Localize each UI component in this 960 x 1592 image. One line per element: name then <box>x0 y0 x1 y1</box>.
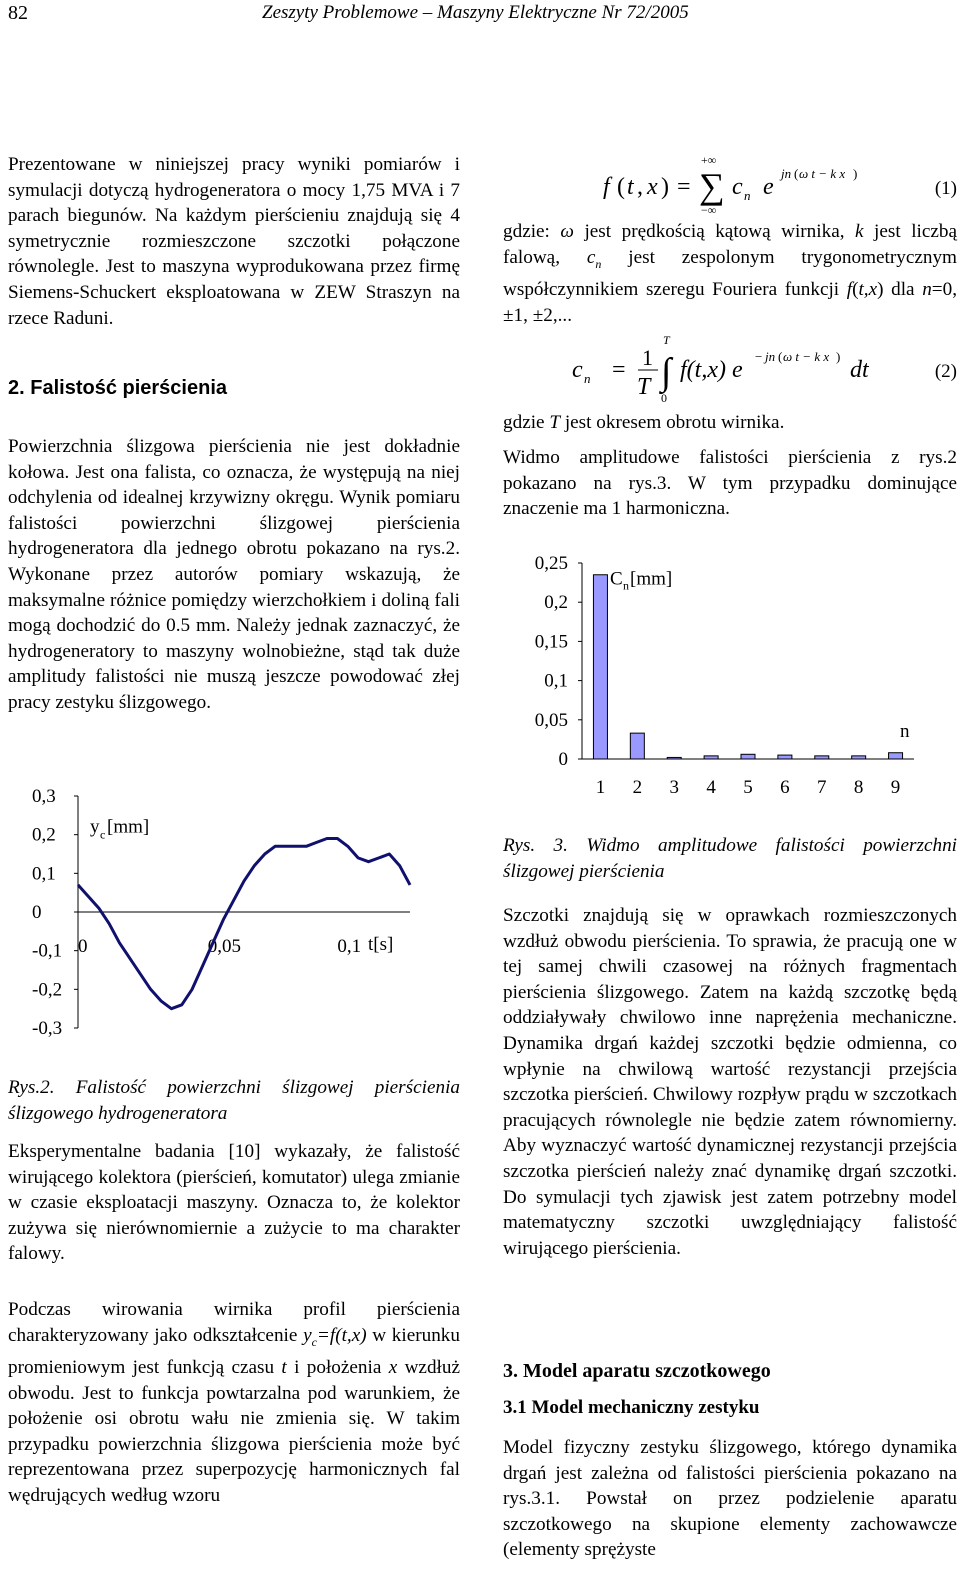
x-tick-label: 7 <box>817 777 827 798</box>
y-axis-label-sub: c <box>100 827 106 842</box>
y-tick-label: 0,15 <box>534 631 568 653</box>
x-tick-label: 5 <box>743 777 753 798</box>
page-number: 82 <box>8 2 28 24</box>
y-tick-label: -0,2 <box>32 979 63 1001</box>
svg-text:(: ( <box>794 166 799 181</box>
y-axis-label-sub: n <box>623 578 629 593</box>
y-tick-label: 0,25 <box>534 553 568 574</box>
y-axis-label-unit: [mm] <box>107 816 150 838</box>
where-paragraph-1: gdzie: ω jest prędkością kątową wirnika, k jest liczbą falową, $c_n$ jest zespolonym trygonometrycznym współczynnikiem szeregu Fouriera funkcji f(t,x) dla n=0, ±1, ±2,... <box>503 221 958 326</box>
where-paragraph-2: gdzie T jest okresem obrotu wirnika. <box>503 412 785 433</box>
y-axis-label-unit: [mm] <box>630 568 673 590</box>
x-tick-label: 3 <box>669 777 679 798</box>
bar-harmonic-2 <box>630 733 644 759</box>
section-2-paragraph: Powierzchnia ślizgowa pierścienia nie jest dokładnie kołowa. Jest ona falista, co oznacza, że występują na niej odchylenia od idealnej krzywizny okręgu. Wynik pomiaru falistości powierzchni ślizgowej pierścienia hydrogeneratora dla jednego obrotu pokazano na rys.2. Wykonane przez autorów pomiary wskazują, że maksymalne różnice pomiędzy wierzchołkiem i doliną fali mogą dochodzić do 0.5 mm. Należy jednak zaznaczyć, że hydrogeneratory to maszyny wolnobieżne, stąd tak duże amplitudy falistości nie muszą jeszcze powodować złej pracy zestyku ślizgowego. <box>8 436 460 713</box>
figure-3-caption: Rys. 3. Widmo amplitudowe falistości powierzchni ślizgowej pierścienia <box>503 835 957 882</box>
equation-1 <box>595 150 957 220</box>
svg-text:ω t − k x: ω t − k x <box>783 349 830 364</box>
svg-text:(: ( <box>778 349 783 364</box>
equation-1-number: (1) <box>934 178 957 199</box>
svg-text:t: t <box>627 174 634 200</box>
svg-text:(: ( <box>617 174 625 200</box>
svg-text:=: = <box>677 174 691 200</box>
x-tick-label: 6 <box>780 777 790 798</box>
svg-text:−: − <box>755 349 763 364</box>
waviness-series-line <box>78 839 410 1009</box>
y-tick-label: 0 <box>32 902 42 923</box>
y-tick-label: 0,05 <box>534 709 568 731</box>
y-axis-label: C <box>610 568 623 590</box>
y-tick-label: -0,3 <box>32 1018 63 1039</box>
bar-harmonic-5 <box>741 754 755 759</box>
x-tick-label: 0,1 <box>337 936 362 957</box>
x-tick-label: 2 <box>632 777 643 798</box>
bar-harmonic-9 <box>889 753 903 759</box>
x-axis-label: t[s] <box>368 934 394 955</box>
journal-title: Zeszyty Problemowe – Maszyny Elektryczne Nr 72/2005 <box>262 2 689 23</box>
x-tick-label: 8 <box>853 777 864 798</box>
svg-text:): ) <box>853 166 858 181</box>
y-tick-label: 0,1 <box>32 863 56 885</box>
svg-text:T: T <box>637 374 651 400</box>
paragraph-3: Eksperymentalne badania [10] wykazały, że falistość wirującego kolektora (pierścień, komutator) ulega zmianie w czasie eksploatacji maszyny. Oznacza to, że kolektor zużywa się nierównomiernie a zużycie to ma charakter falowy. <box>8 1141 460 1265</box>
svg-text:−∞: −∞ <box>701 203 717 217</box>
y-axis-label: y <box>90 816 100 838</box>
equation-2-number: (2) <box>934 361 957 382</box>
equation-2 <box>560 332 957 412</box>
svg-text:T: T <box>663 333 670 347</box>
bar-harmonic-7 <box>815 756 829 759</box>
figure-2-waviness-chart <box>0 780 470 1060</box>
bar-harmonic-1 <box>593 575 607 759</box>
model-paragraph: Model fizyczny zestyku ślizgowego, którego dynamika drgań jest zależna od falistości pierścienia pokazano na rys.3.1. Powstał on przez podzielenie aparatu szczotkowego na skupione elementy zachowawcze (elementy sprężyste <box>503 1437 957 1561</box>
y-tick-label: 0 <box>558 749 568 770</box>
svg-text:n: n <box>584 371 591 386</box>
x-tick-label: 4 <box>706 777 716 798</box>
svg-text:0: 0 <box>661 391 667 405</box>
paragraph-4: Podczas wirowania wirnika profil pierścienia charakteryzowany jako odkształcenie $y_c=f(t,x)$ w kierunku promieniowym jest funkcją czasu t i położenia x wzdłuż obwodu. Jest to funkcja powtarzalna pod warunkiem, że położenie osi obrotu wału nie zmienia się. W takim przypadku powierzchnia ślizgowa pierścienia może być reprezentowana przez superpozycję harmonicznych fal wędrujących według wzoru <box>8 1299 460 1506</box>
section-2-title: 2. Falistość pierścienia <box>8 377 227 399</box>
svg-text:c: c <box>572 357 583 383</box>
x-tick-label: 0,05 <box>207 936 241 957</box>
svg-text:ω t − k x: ω t − k x <box>799 166 846 181</box>
svg-text:n: n <box>744 188 751 203</box>
figure-2-caption: Rys.2. Falistość powierzchni ślizgowej pierścienia ślizgowego hydrogeneratora <box>8 1077 460 1124</box>
intro-paragraph: Prezentowane w niniejszej pracy wyniki pomiarów i symulacji dotyczą hydrogeneratora o mocy 1,75 MVA i 7 parach biegunów. Na każdym pierścieniu znajdują się 4 symetrycznie rozmieszczone szczotki połączone równolegle. Jest to maszyna wyprodukowana przez firmę Siemens-Schuckert eksploatowana w ZEW Straszyn na rzece Raduni. <box>8 154 460 329</box>
x-tick-label: 9 <box>890 777 901 798</box>
brush-paragraph: Szczotki znajdują się w oprawkach rozmieszczonych wzdłuż obwodu pierścienia. To sprawia, że pracują one w tej samej chwili czasowej na różnych fragmentach pierścienia ślizgowego. Zatem na każdą szczotkę będą oddziaływały chwilowo inne naprężenia mechaniczne. Dynamika drgań każdej szczotki będzie odmienna, co wpłynie na chwilową wartość rezystancji przejścia szczotka pierścień. Chwilowy rozpływ prądu w szczotkach pracujących równolegle nie będzie zatem równomierny. Aby wyznaczyć wartość dynamicznej rezystancji przejścia szczotka pierścień należy znać dynamikę drgań szczotki. Do symulacji tych zjawisk jest zatem potrzebny model matematyczny szczotki uwzględniający falistość wirującego pierścienia. <box>503 905 957 1259</box>
svg-text:x: x <box>647 174 658 200</box>
svg-text:,: , <box>637 174 643 200</box>
svg-text:e: e <box>763 174 774 200</box>
svg-text:1: 1 <box>642 345 653 370</box>
x-tick-label: 1 <box>595 777 606 798</box>
svg-text:f: f <box>603 174 610 200</box>
spectrum-paragraph: Widmo amplitudowe falistości pierścienia z rys.2 pokazano na rys.3. W tym przypadku dominujące znaczenie ma 1 harmoniczna. <box>503 447 957 520</box>
y-tick-label: 0,1 <box>544 670 568 692</box>
svg-text:c: c <box>732 174 743 200</box>
y-tick-label: 0,2 <box>32 824 56 846</box>
svg-text:jn: jn <box>765 349 776 364</box>
bar-harmonic-4 <box>704 756 718 759</box>
x-axis-label: n <box>900 721 910 742</box>
bar-harmonic-3 <box>667 757 681 759</box>
svg-text:dt: dt <box>850 357 869 383</box>
svg-text:∑: ∑ <box>699 166 725 206</box>
svg-text:): ) <box>836 349 841 364</box>
section-3-1-title: 3.1 Model mechaniczny zestyku <box>503 1397 760 1418</box>
y-tick-label: 0,2 <box>544 592 568 614</box>
section-3-title: 3. Model aparatu szczotkowego <box>503 1360 771 1382</box>
svg-text:jn: jn <box>781 166 792 181</box>
bar-harmonic-6 <box>778 755 792 759</box>
y-tick-label: -0,1 <box>32 940 63 962</box>
svg-text:=: = <box>612 357 626 383</box>
bar-harmonic-8 <box>852 756 866 759</box>
x-tick-label: 0 <box>78 936 88 957</box>
figure-3-spectrum-chart <box>500 545 960 810</box>
svg-text:f(t,x) e: f(t,x) e <box>680 357 743 383</box>
svg-text:): ) <box>661 174 669 200</box>
svg-text:+∞: +∞ <box>701 153 717 167</box>
y-tick-label: 0,3 <box>32 786 56 807</box>
svg-text:∫: ∫ <box>661 351 672 393</box>
